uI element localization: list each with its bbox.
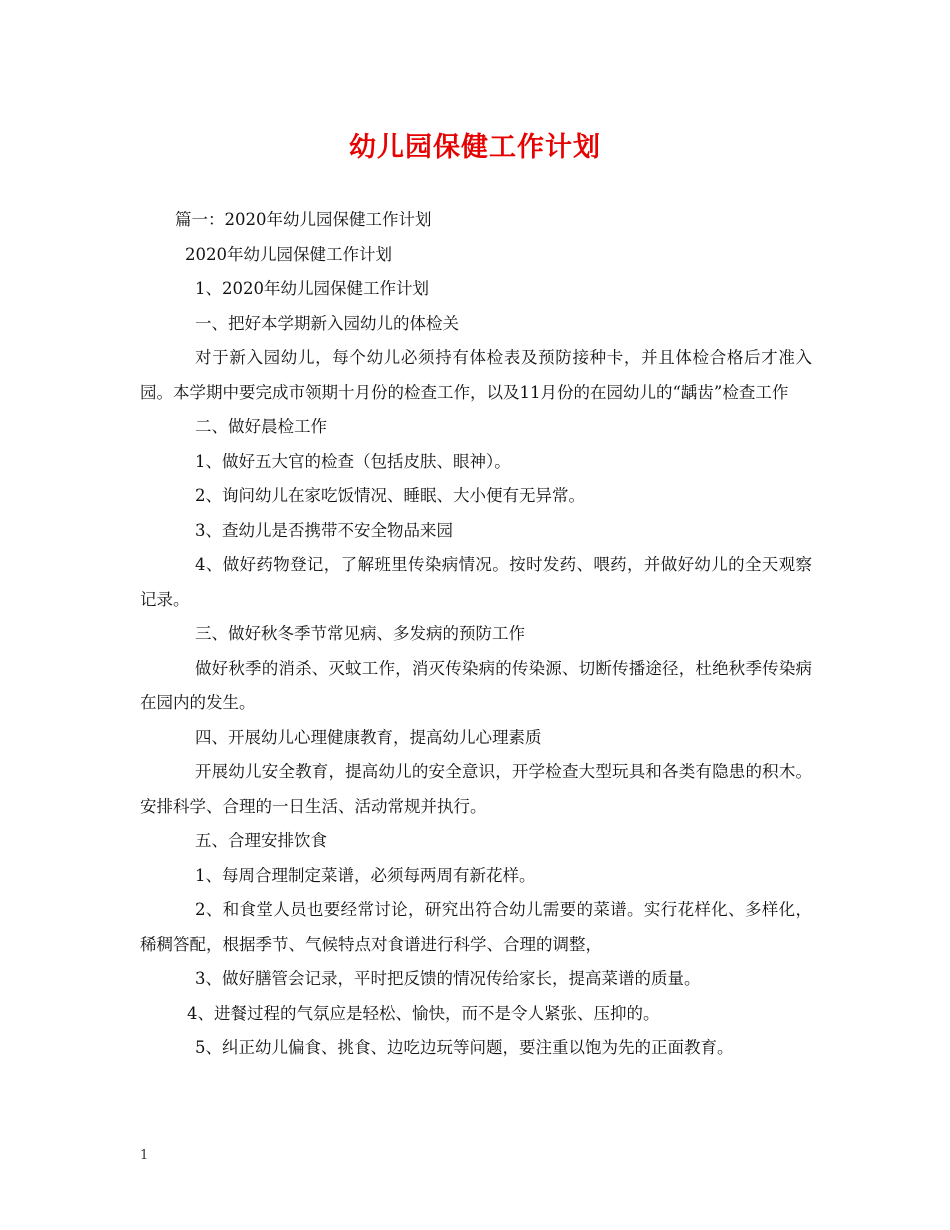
paragraph: 2、询问幼儿在家吃饭情况、睡眠、大小便有无异常。 [195, 486, 585, 505]
paragraph: 做好秋季的消杀、灭蚊工作，消灭传染病的传染源、切断传播途径，杜绝秋季传染病在园内的发生。 [140, 658, 812, 712]
paragraph: 1、每周合理制定菜谱，必须每两周有新花样。 [195, 865, 536, 885]
page-number: 1 [140, 1148, 149, 1163]
paragraph: 二、做好晨检工作 [195, 417, 327, 436]
paragraph: 五、合理安排饮食 [195, 831, 327, 850]
paragraph: 1、做好五大官的检查（包括皮肤、眼神）。 [195, 451, 511, 471]
paragraph: 四、开展幼儿心理健康教育，提高幼儿心理素质 [195, 727, 542, 747]
paragraph: 4、做好药物登记，了解班里传染病情况。按时发药、喂药，并做好幼儿的全天观察记录。 [140, 555, 812, 609]
paragraph: 2020年幼儿园保健工作计划 [185, 244, 392, 264]
paragraph: 1、2020年幼儿园保健工作计划 [195, 279, 429, 298]
paragraph: 3、查幼儿是否携带不安全物品来园 [195, 520, 453, 540]
paragraph: 2、和食堂人员也要经常讨论，研究出符合幼儿需要的菜谱。实行花样化、多样化，稀稠答配，根据季节、气候特点对食谱进行科学、合理的调整， [140, 900, 812, 954]
document-title: 幼儿园保健工作计划 [349, 132, 601, 163]
paragraph: 对于新入园幼儿，每个幼儿必须持有体检表及预防接种卡，并且体检合格后才准入园。本学期中要完成市领期十月份的检查工作，以及11月份的在园幼儿的“龋齿”检查工作 [140, 348, 812, 402]
paragraph: 4、进餐过程的气氛应是轻松、愉快，而不是令人紧张、压抑的。 [187, 1003, 660, 1023]
paragraph: 一、把好本学期新入园幼儿的体检关 [195, 313, 459, 333]
paragraph: 篇一：2020年幼儿园保健工作计划 [175, 210, 432, 229]
document-body [140, 203, 812, 1066]
paragraph: 3、做好膳管会记录，平时把反馈的情况传给家长，提高菜谱的质量。 [195, 969, 701, 988]
paragraph: 5、纠正幼儿偏食、挑食、边吃边玩等问题，要注重以饱为先的正面教育。 [195, 1038, 734, 1057]
paragraph: 开展幼儿安全教育，提高幼儿的安全意识，开学检查大型玩具和各类有隐患的积木。安排科学、合理的一日生活、活动常规并执行。 [140, 762, 812, 816]
paragraph: 三、做好秋冬季节常见病、多发病的预防工作 [195, 624, 525, 643]
